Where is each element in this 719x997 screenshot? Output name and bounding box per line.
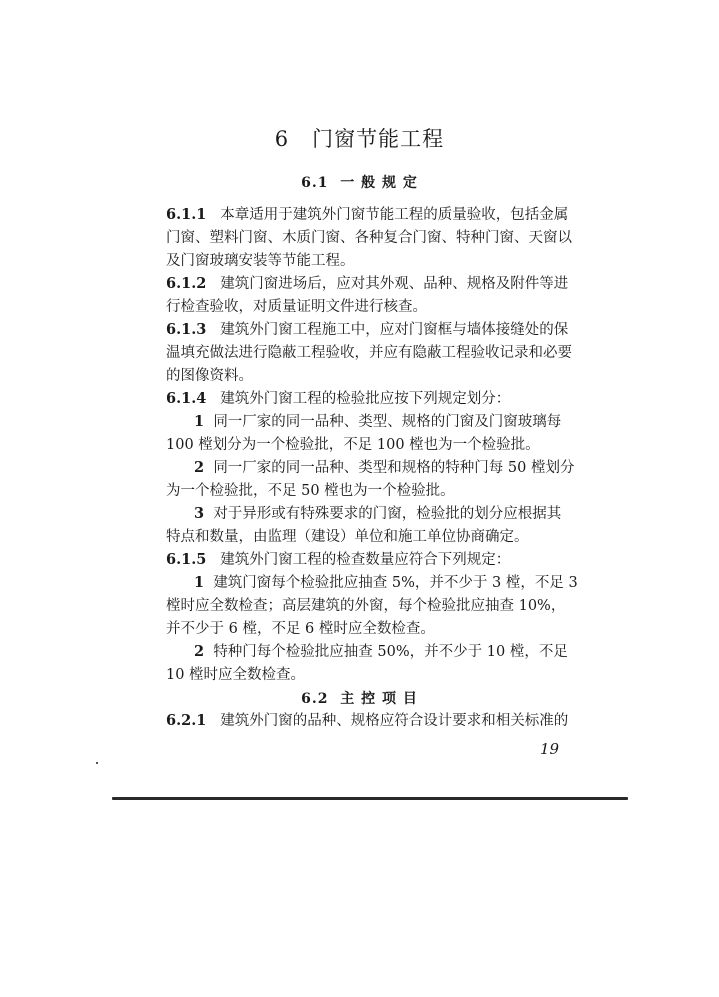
clause-number: 6.1.2 [166,275,207,292]
clause-text: 樘时应全数检查；高层建筑的外窗，每个检验批应抽查 10%， [166,598,566,614]
clause-text: 行检查验收，对质量证明文件进行核查。 [166,299,427,315]
clause-number: 6.2.1 [166,712,207,729]
clause-text: 建筑外门窗工程的检查数量应符合下列规定： [220,552,511,568]
clause-text: 并不少于 6 樘，不足 6 樘时应全数检查。 [166,621,435,637]
clause-text: 同一厂家的同一品种、类型、规格的门窗及门窗玻璃每 [213,414,562,430]
clause-text: 建筑外门窗工程的检验批应按下列规定划分： [220,391,511,407]
clause-line [166,297,427,317]
clause-number: 6.1.3 [166,321,207,338]
clause-text: 的图像资料。 [166,368,253,384]
clause-text: 10 樘时应全数检查。 [166,667,306,683]
clause-text: 100 樘划分为一个检验批，不足 100 樘也为一个检验批。 [166,437,540,453]
clause-number: 6.1.1 [166,206,207,223]
item-number: 3 [194,505,205,522]
item-number: 1 [194,413,205,430]
clause-line [194,642,568,662]
clause-line [166,274,568,294]
clause-number: 6.1.4 [166,390,207,407]
bottom-rule [112,797,628,800]
section-heading: 6.2 主 控 项 目 [301,691,418,707]
clause-line [194,458,574,478]
clause-line [166,711,568,731]
clause-line [166,550,510,570]
clause-number: 6.1.5 [166,551,207,568]
clause-line [166,389,510,409]
clause-line [194,412,561,432]
clause-text: 特点和数量，由监理（建设）单位和施工单位协商确定。 [166,529,529,545]
clause-text: 建筑门窗进场后，应对其外观、品种、规格及附件等进 [220,276,569,292]
chapter-title: 6 门窗节能工程 [274,127,445,151]
clause-text: 本章适用于建筑外门窗节能工程的质量验收，包括金属 [220,207,569,223]
item-number: 2 [194,459,205,476]
clause-line [166,619,435,639]
clause-line [166,366,253,386]
clause-text: 特种门每个检验批应抽查 50%，并不少于 10 樘，不足 [213,644,568,660]
clause-text: 建筑外门窗工程施工中，应对门窗框与墙体接缝处的保 [220,322,569,338]
clause-text: 为一个检验批，不足 50 樘也为一个检验批。 [166,483,455,499]
clause-line [166,527,529,547]
clause-text: 建筑外门窗的品种、规格应符合设计要求和相关标准的 [220,713,569,729]
clause-line [166,343,572,363]
item-number: 1 [194,574,205,591]
item-number: 2 [194,643,205,660]
clause-line [194,573,578,593]
clause-text: 门窗、塑料门窗、木质门窗、各种复合门窗、特种门窗、天窗以 [166,230,572,246]
clause-line [194,504,561,524]
clause-line [166,481,455,501]
clause-text: 及门窗玻璃安装等节能工程。 [166,253,355,269]
clause-line [166,320,568,340]
clause-line [166,228,572,248]
clause-line [166,596,565,616]
clause-text: 建筑门窗每个检验批应抽查 5%，并不少于 3 樘，不足 3 [213,575,578,591]
clause-text: 对于异形或有特殊要求的门窗，检验批的划分应根据其 [213,506,562,522]
clause-line [166,205,568,225]
clause-line [166,435,540,455]
section-heading: 6.1 一 般 规 定 [301,175,418,191]
clause-line [166,665,305,685]
scan-speck [96,762,98,764]
clause-text: 同一厂家的同一品种、类型和规格的特种门每 50 樘划分 [213,460,575,476]
clause-line [166,251,355,271]
clause-text: 温填充做法进行隐蔽工程验收，并应有隐蔽工程验收记录和必要 [166,345,572,361]
page-number: 19 [540,740,560,758]
